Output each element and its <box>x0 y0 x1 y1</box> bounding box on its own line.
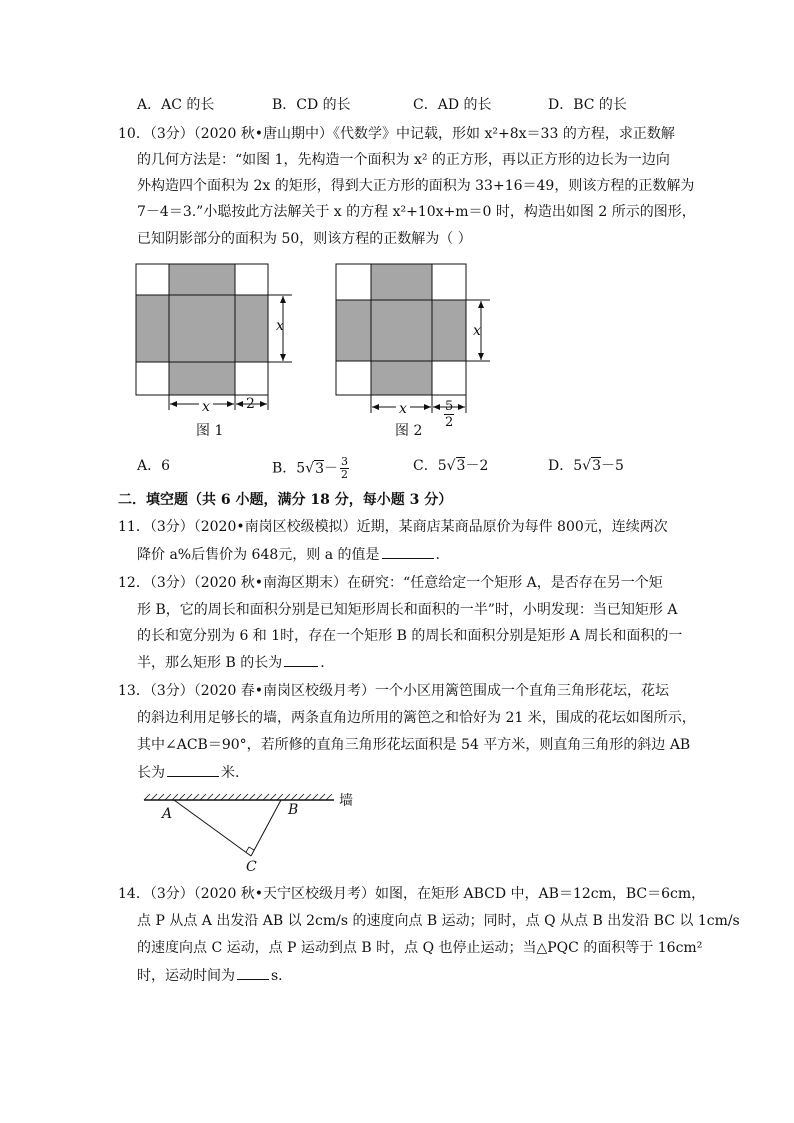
q14-line-4-text: 时，运动时间为 <box>137 968 235 984</box>
q13-point-a: A <box>162 806 173 822</box>
q13-line-4-end: 米. <box>221 765 240 781</box>
q10-line-3: 外构造四个面积为 2x 的矩形，得到大正方形的面积为 33+16＝49，则该方程的正数解为 <box>137 178 695 194</box>
fig2-side-label: x <box>473 323 481 339</box>
q10-line-4: 7－4＝3.”小聪按此方法解关于 x 的方程 x²+10x+m＝0 时，构造出如图 2 所示的图形， <box>137 204 696 220</box>
right-angle-mark <box>246 847 254 852</box>
fig2-fraction-num: 5 <box>445 399 454 414</box>
q13-line-3: 其中∠ACB＝90°，若所修的直角三角形花坛面积是 54 平方米，则直角三角形的斜边 AB <box>137 737 691 753</box>
q11-line-2-end: . <box>435 547 440 563</box>
q12-line-1: 12．（3分）（2020 秋•南海区期末）在研究：“任意给定一个矩形 A，是否存在另一个矩 <box>118 575 663 591</box>
q11-line-2-text: 降价 a%后售价为 648元，则 a 的值是 <box>137 547 380 563</box>
q14-line-4-end: s. <box>271 968 283 984</box>
q10-option-c-suffix: －2 <box>465 458 489 474</box>
q12-line-4-end: . <box>320 655 325 671</box>
q10-line-5: 已知阴影部分的面积为 50，则该方程的正数解为（ ） <box>137 231 472 247</box>
fig2-fraction-label <box>444 399 454 430</box>
fig2-bottom-x-label: x <box>396 399 410 419</box>
q10-figure-1 <box>130 258 310 448</box>
q10-option-b-num: 3 <box>341 455 349 468</box>
q10-option-d-suffix: －5 <box>600 458 624 474</box>
fig2-fraction-den: 2 <box>445 415 454 430</box>
q10-option-c <box>413 456 488 476</box>
q14-line-1: 14．（3分）（2020 秋•天宁区校级月考）如图，在矩形 ABCD 中，AB＝12cm，BC＝6cm， <box>118 886 706 902</box>
q10-option-b-minus: － <box>324 460 339 477</box>
q13-wall-label: 墙 <box>339 793 353 809</box>
q14-line-2: 点 P 从点 A 出发沿 AB 以 2cm/s 的速度向点 B 运动；同时，点 Q 从点 B 出发沿 BC 以 1cm/s <box>137 913 740 929</box>
fig1-horizontal-arm <box>136 295 268 362</box>
q13-answer-blank[interactable] <box>167 762 219 777</box>
q12-line-2: 形 B，它的周长和面积分别是已知矩形周长和面积的一半”时，小明发现：当已知矩形 A <box>137 602 678 618</box>
q13-point-b: B <box>288 802 299 818</box>
sqrt-icon: √ <box>446 458 456 474</box>
q11-answer-blank[interactable] <box>382 544 434 559</box>
q10-option-a: A．6 <box>137 458 171 474</box>
q13-line-2: 的斜边利用足够长的墙，两条直角边所用的篱笆之和恰好为 21 米，围成的花坛如图所示， <box>137 710 696 726</box>
q12-answer-blank[interactable] <box>284 652 318 667</box>
q10-option-b-prefix: B．5 <box>272 460 306 477</box>
q10-line-2: 的几何方法是：“如图 1，先构造一个面积为 x² 的正方形，再以正方形的边长为一边向 <box>137 152 670 168</box>
fig2-caption: 图 2 <box>395 423 423 439</box>
q10-line-1: 10．（3分）（2020 秋•唐山期中）《代数学》中记载，形如 x²+8x＝33 的方程，求正数解 <box>118 126 675 142</box>
q10-option-c-prefix: C．5 <box>413 458 447 474</box>
q10-option-b <box>272 456 349 481</box>
q10-option-b-den: 2 <box>341 468 349 481</box>
q11-line-1: 11．（3分）（2020•南岗区校级模拟）近期，某商店某商品原价为每件 800元，连续两次 <box>118 519 668 535</box>
q10-option-d <box>548 456 624 476</box>
section-heading-fill-in: 二．填空题（共 6 小题，满分 18 分，每小题 3 分） <box>118 492 453 508</box>
fig1-side-label: x <box>276 318 284 334</box>
q13-line-1: 13．（3分）（2020 春•南岗区校级月考）一个小区用篱笆围成一个直角三角形花坛，花坛 <box>118 683 670 699</box>
q13-line-4 <box>137 762 239 783</box>
q9-option-b: B．CD 的长 <box>272 97 351 113</box>
sqrt-icon: √ <box>582 458 592 474</box>
q10-option-b-root: 3 <box>315 460 325 477</box>
q10-option-d-root: 3 <box>592 458 601 474</box>
q12-line-4-text: 半，那么矩形 B 的长为 <box>137 655 283 671</box>
q11-line-2 <box>137 544 440 565</box>
q14-line-4 <box>137 965 283 986</box>
fig1-caption: 图 1 <box>196 423 224 439</box>
side-bc <box>251 800 281 856</box>
q13-point-c: C <box>246 859 257 875</box>
q12-line-3: 的长和宽分别为 6 和 1时，存在一个矩形 B 的周长和面积分别是矩形 A 周长和面积的一 <box>137 628 683 644</box>
fig1-bottom-2-label: 2 <box>246 396 255 412</box>
q10-figure-2 <box>330 258 510 448</box>
q14-answer-blank[interactable] <box>237 965 269 980</box>
q14-line-3: 的速度向点 C 运动，点 P 运动到点 B 时，点 Q 也停止运动；当△PQC 的面积等于 16cm² <box>137 940 703 956</box>
wall-hatching <box>144 794 332 800</box>
q9-option-d: D．BC 的长 <box>548 97 627 113</box>
q10-option-d-prefix: D．5 <box>548 458 583 474</box>
fig2-horizontal-arm <box>336 300 466 361</box>
q9-option-a: A．AC 的长 <box>137 97 215 113</box>
side-ac <box>174 800 251 856</box>
q12-line-4 <box>137 652 325 673</box>
q10-option-b-fraction <box>340 456 349 481</box>
fig1-bottom-x-label: x <box>199 397 213 417</box>
q13-line-4-text: 长为 <box>137 765 165 781</box>
q10-option-c-root: 3 <box>456 458 466 474</box>
sqrt-icon: √ <box>305 460 315 477</box>
q9-option-c: C．AD 的长 <box>413 97 492 113</box>
